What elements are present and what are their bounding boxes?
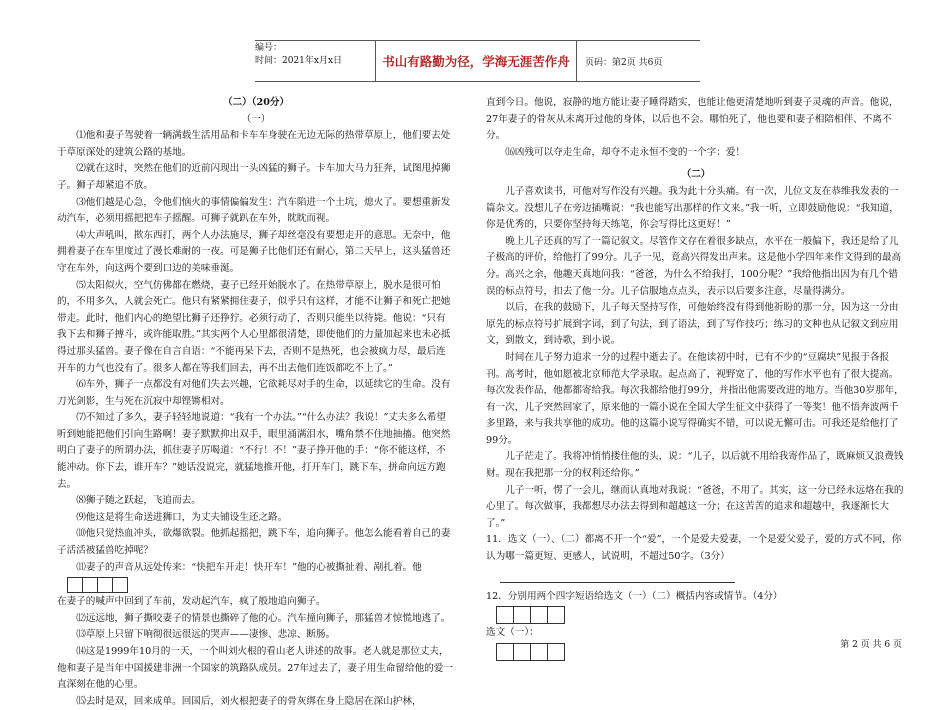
paragraph: ⑴他和妻子驾驶着一辆满载生活用品和卡车车身驶在无边无际的热带草原上，他们要去处于草原深处的建筑公路的基地。 [57, 130, 451, 158]
answer-boxes[interactable] [496, 606, 906, 624]
question-12: 12．分别用两个四字短语给选文（一）（二）概括内容或情节。（4分） [486, 590, 783, 602]
paragraph: ⒁这是1999年10月的一天，一个叫刘火根的看山老人讲述的故事。老人就是那位丈夫，他和妻子是当年中国援建非洲一个国家的筑路队成员。27年过去了，妻子用生命留给他的爱一直深刻在他的心里。 [57, 646, 453, 691]
answer-boxes[interactable] [67, 577, 455, 593]
paragraph: ⑽他只觉热血冲头，欲爆欲裂。他抓起摇把，跳下车，追向狮子。他怎么能看着自己的妻子活活被猛兽吃掉呢？ [57, 528, 451, 557]
paragraph: ⒂去时是双，回来成单。回国后，刘火根把妻子的骨灰绑在身上隐居在深山护林， [76, 695, 422, 707]
header-motto: 书山有路勤为径，学海无涯苦作舟 [375, 41, 577, 81]
paragraph: ⑻狮子随之跃起，飞追而去。 [76, 495, 201, 507]
header-meta [255, 41, 375, 81]
right-column [486, 95, 906, 662]
paragraph: ⒀草原上只留下响彻很远很远的哭声——凄惨、悲凉、断肠。 [76, 629, 336, 641]
paragraph: ⒃凶残可以夺走生命，却夺不走永恒不变的一个字：爱！ [505, 146, 746, 158]
answer-line[interactable] [500, 568, 735, 583]
paragraph: 时间在儿子努力追求一分的过程中逝去了。在他读初中时，已有不少的“豆腐块”见报于各报刊。高考时，他如愿被北京师范大学录取。起点高了，视野宽了，他的写作水平也有了很大提高。每次发表作品，他都都寄给我。每次我都给他打99分，并指出他需要改进的地方。当他30岁那年，有一次，儿子突然回家了，原来他的一篇小说在全国大学生征文中获得了一等奖！他不悟奔波两千多里路，来与我共享他的成功。他的这篇小说写得确实不错，可以说无懈可击。可我还是给他打了99分。 [486, 351, 904, 446]
paragraph: 以后，在我的鼓励下，儿子每天坚持写作，可他始终没有得到他祈盼的那一分，因为这一分由原先的标点符号扩展到字词，到了句法，到了语法，到了写作技巧；练习的文种也从记叙文到应用文，到散文，到诗歌，到小说。 [486, 302, 899, 347]
paragraph: 儿子一听，愣了一会儿，继而认真地对我说：“爸爸，不用了。其实，这一分已经永远烙在我的心里了。每次做事，我都想尽办法去得到和超越这一分；在这苦苦的追求和超越中，我逐渐长大了。” [486, 484, 904, 529]
paragraph: ⑿远远地，狮子撕咬妻子的情景也撕碎了他的心。汽车撞向狮子，那猛兽才惊慌地逃了。 [76, 612, 451, 624]
paragraph: ⑹车外，狮子一点都没有对他们失去兴趣，它欲耗尽对手的生命，以延续它的生命。没有刀光剑影，生与死在沉寂中却铿锵相对。 [57, 379, 451, 407]
passage-one-title: （一） [241, 113, 271, 125]
question-11: 11．选文（一）、（二）都离不开一个“爱”，一个是爱夫爱妻，一个是爱父爱子，爱的方式不同，你认为哪一篇更短、更感人，试说明，不超过50字。（3分） [486, 534, 902, 563]
q12-label: 选文（一）： [486, 627, 539, 639]
paragraph: 儿子喜欢读书，可他对写作没有兴趣。我为此十分头痛。有一次，儿位文友在恭维我发表的一篇杂文。没想儿子在旁边插嘴说：“我也能写出那样的作文来。”我一听，立即鼓励他说：“我知道，你是优秀的，只要你坚持每天练笔，你会写得比这更好！” [486, 185, 899, 231]
paragraph: 在妻子的喊声中回到了车前，发动起汽车，疯了般地追向狮子。 [57, 596, 326, 608]
paragraph: 直到今日。他说，寂静的地方能让妻子睡得踏实，也能让他更清楚地听到妻子灵魂的声音。他说，27年妻子的骨灰从未离开过他的身体，以后也不会。哪怕死了，他也要和妻子相陪相伴、不离不分。 [486, 97, 899, 142]
section-title: （二）（20分） [222, 97, 290, 108]
page-header [255, 40, 700, 82]
paragraph: 儿子茫走了。我将冲悄悄搂住他的头，说：“儿子，以后就不用给我寄作品了，既麻烦又浪费钱财。现在我把那一分的权利还给你。” [486, 451, 904, 480]
paragraph: 晚上儿子还真的写了一篇记叙文。尽管作文存在着很多缺点，水平在一般偏下，我还是给了儿子极高的评价，给他打了99分。儿子一见，竟高兴得发出声来。这是他小学四年来作文得到的最高分。高兴之余，他趣天真地问我：“爸爸，为什么不给我打，100分呢？”我给他指出因为有几个错误的标点符号，扣去了他一分。儿子信服地点点头，表示以后要多注意，尽量得满分。 [486, 235, 902, 297]
paragraph: ⑵就在这时，突然在他们的近前闪现出一头凶猛的狮子。卡车加大马力狂奔，试图甩掉狮子。狮子却紧追不放。 [57, 163, 451, 191]
header-code-label: 编号： [255, 43, 283, 53]
header-time: 时间：2021年x月x日 [255, 56, 343, 66]
passage-two-title: （二） [681, 169, 711, 181]
paragraph: ⑾妻子的声音从远处传来：“快把车开走！快开车！”他的心被撕扯着、剐扎着。他 [76, 561, 422, 573]
paragraph: ⑸太阳似火，空气仿佛都在燃烧，妻子已经开始脱水了。在热带草原上，脱水是很可怕的，不用多久，人就会死亡。他只有紧紧拥住妻子，似乎只有这样，才能不让狮子和死亡把她带走。此时，他们内心的绝望比狮子还狰狞。必须行动了，否则只能坐以待毙。他说：“只有我下去和狮子搏斗，或许能取胜。”其实两个人心里都很清楚，即使他们的力量加起来也未必抵得过那头猛兽。妻子像在自言自语：“不能再呆下去，否则不是热死，也会被疯力尽，最后连开车的力气也没有了。很多人都在等我们回去，再不出去他们连饭都吃不上了。” [57, 279, 451, 374]
paragraph: ⑺不知过了多久，妻子轻轻地说道：“我有一个办法。”“什么办法？我说！”丈夫多么希望听到她能把他们引向生路啊！妻子默默抑出双手，眼里涌满泪水，嘴角禁不住地抽搐。他突然明白了妻子的所谓办法，抓住妻子厉喝道：“不行！不！”妻子挣开他的手：“你不能这样，不能冲动。你下去，谁开车？”她话没说完，就猛地推开他，打开车门，跳下车，拼命向远方跑去。 [57, 412, 451, 490]
left-column [57, 95, 455, 710]
paragraph: ⑷大声吼叫，揿东西打，两个人办法施尽，狮子却丝毫没有要想走开的意思。无奈中，他拥着妻子在车里度过了漫长难耐的一夜。可是狮子比他们还有耐心，第二天早上，这头猛兽还守在车外，向这两个要到口边的美味垂涎。 [57, 229, 451, 274]
header-page-info: 页码：第2页 共6页 [585, 57, 663, 68]
paragraph: ⑶他们越是心急，令他们恼火的事情偏偏发生：汽车陷进一个土坑，熄火了。要想重新发动汽车，必须用摇把把车子摇醒。可狮子就趴在车外，眈眈而视。 [57, 196, 451, 225]
paragraph: ⑼他这是将生命送进狮口，为丈夫铺设生还之路。 [76, 511, 288, 523]
page-footer: 第 2 页 共 6 页 [840, 640, 902, 650]
